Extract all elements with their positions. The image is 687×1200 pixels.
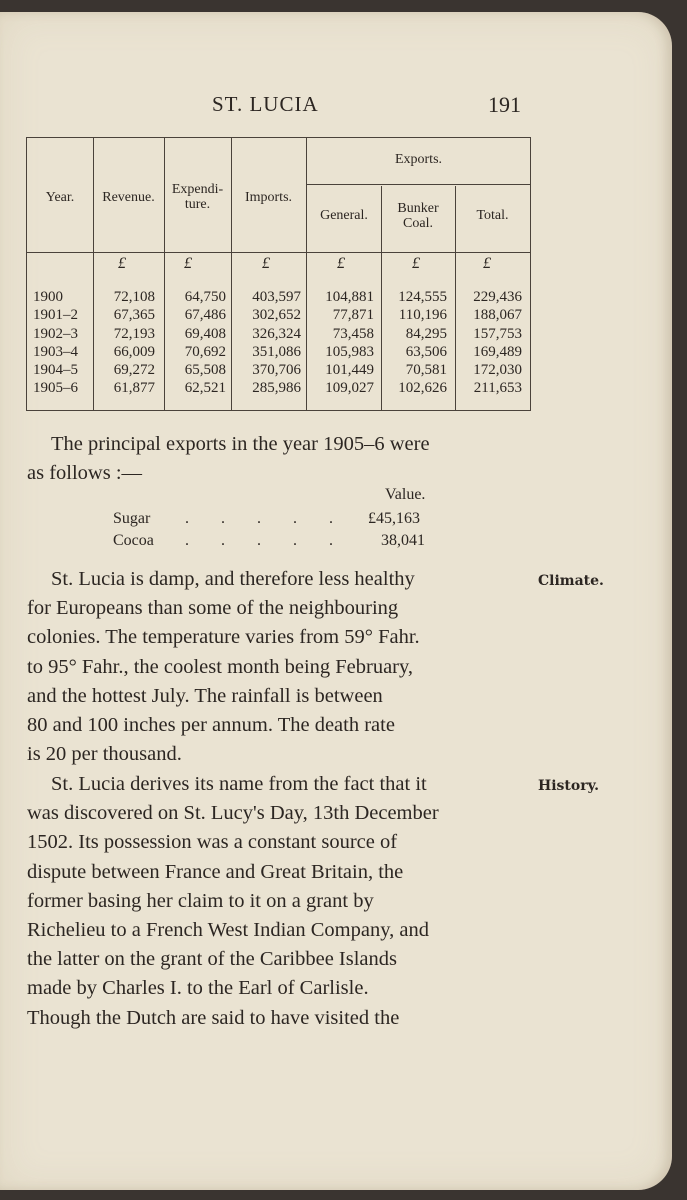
column-exports-bunker-coal: 124,555 110,196 84,295 63,506 70,581 102,626 bbox=[398, 289, 447, 397]
exports-intro: The principal exports in the year 1905–6 were bbox=[51, 433, 430, 455]
revenue-trade-table bbox=[26, 137, 531, 411]
header-exports-total: Total. bbox=[476, 208, 509, 223]
page-header bbox=[0, 82, 687, 122]
running-title: ST. LUCIA bbox=[212, 92, 319, 116]
exports-intro-line2: as follows :— bbox=[27, 462, 143, 484]
column-imports: 403,597 302,652 326,324 351,086 370,706 285,986 bbox=[252, 289, 301, 397]
unit-revenue: £ bbox=[118, 255, 126, 272]
column-exports-total: 229,436 188,067 157,753 169,489 172,030 211,653 bbox=[473, 289, 522, 397]
margin-note-history: History. bbox=[538, 778, 600, 794]
climate-paragraph: St. Lucia is damp, and therefore less healthy for Europeans than some of the neighbouring colonies. The temperature varies from 59° Fahr. to 95° Fahr., the coolest month being February, and the hottest July. The rainfall is between 80 and 100 inches per annum. The death rate is 20 per thousand. bbox=[27, 568, 420, 766]
header-exports-general: General. bbox=[320, 208, 368, 223]
unit-total: £ bbox=[483, 255, 491, 272]
unit-expenditure: £ bbox=[184, 255, 192, 272]
column-exports-general: 104,881 77,871 73,458 105,983 101,449 109,027 bbox=[325, 289, 374, 397]
column-revenue: 72,108 67,365 72,193 66,009 69,272 61,877 bbox=[113, 289, 155, 397]
header-revenue: Revenue. bbox=[102, 190, 155, 205]
header-exports-bunker-coal: Bunker Coal. bbox=[397, 201, 439, 231]
margin-note-climate: Climate. bbox=[538, 573, 604, 589]
column-expenditure: 64,750 67,486 69,408 70,692 65,508 62,521 bbox=[184, 289, 226, 397]
header-imports: Imports. bbox=[244, 190, 293, 205]
header-exports: Exports. bbox=[394, 152, 443, 167]
history-paragraph: St. Lucia derives its name from the fact that it was discovered on St. Lucy's Day, 13th December 1502. Its possession was a constant source of dispute between France and Great Britain, the former basing her claim to it on a grant by Richelieu to a French West Indian Company, and the latter on the grant of the Caribbee Islands made by Charles I. to the Earl of Carlisle. Though the Dutch are said to have visited the bbox=[27, 773, 439, 1029]
column-year: 1900 1901–2 1902–3 1903–4 1904–5 1905–6 bbox=[33, 289, 78, 397]
unit-bunker: £ bbox=[412, 255, 420, 272]
header-expenditure: Expendi- ture. bbox=[171, 182, 224, 212]
header-year: Year. bbox=[45, 190, 75, 205]
unit-imports: £ bbox=[262, 255, 270, 272]
page-number: 191 bbox=[488, 92, 521, 117]
value-heading: Value. bbox=[385, 486, 426, 503]
unit-general: £ bbox=[337, 255, 345, 272]
